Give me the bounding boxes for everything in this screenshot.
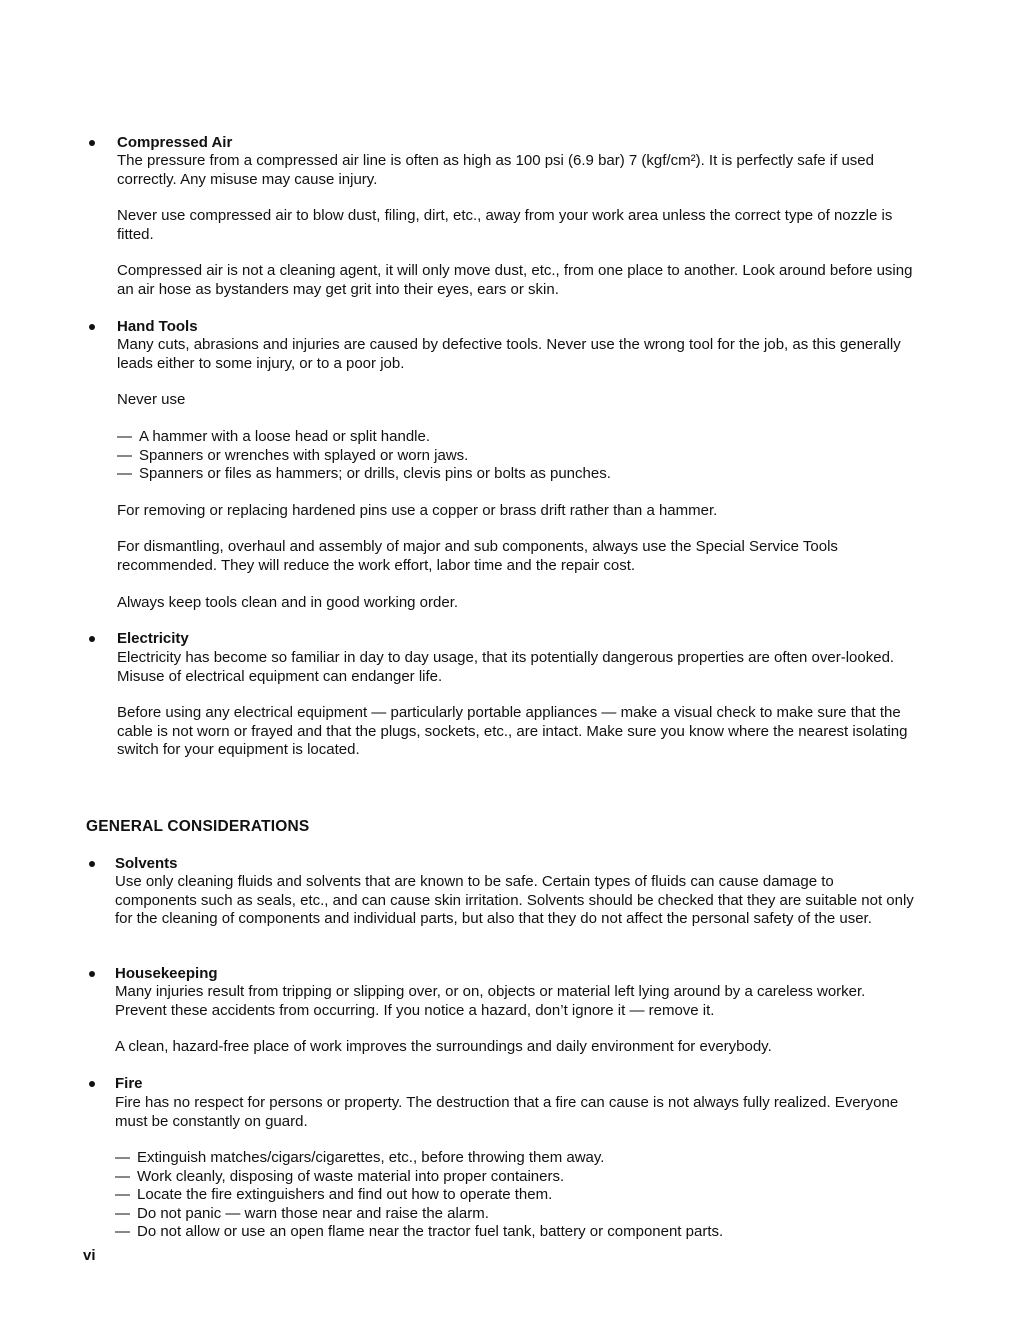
list-item: — Spanners or wrenches with splayed or worn jaws.	[117, 447, 919, 466]
hand-tools-paragraph-2: For removing or replacing hardened pins use a copper or brass drift rather than a hammer.	[117, 502, 718, 519]
heading-hand-tools: Hand Tools	[117, 318, 198, 335]
fire-paragraph-1: Fire has no respect for persons or property. The destruction that a fire can cause is not always fully realized. Everyone must be constantly on guard.	[115, 1094, 899, 1130]
section-title-general-considerations: GENERAL CONSIDERATIONS	[86, 818, 310, 835]
heading-housekeeping: Housekeeping	[115, 965, 218, 982]
hand-tools-paragraph-3: For dismantling, overhaul and assembly of major and sub components, always use the Special Service Tools recommended. They will reduce the work effort, labor time and the repair cost.	[117, 538, 838, 574]
hand-tools-list	[117, 428, 919, 484]
heading-solvents: Solvents	[115, 855, 178, 872]
bullet-icon	[89, 1081, 95, 1087]
housekeeping-paragraph-1: Many injuries result from tripping or slipping over, or on, objects or material left lying around by a careless worker. Prevent these accidents from occurring. If you notice a hazard, don’t ignore it — remove it.	[115, 983, 866, 1019]
list-item: — A hammer with a loose head or split handle.	[117, 428, 919, 447]
bullet-icon	[89, 861, 95, 867]
bullet-icon	[89, 140, 95, 146]
list-item: — Spanners or files as hammers; or drills, clevis pins or bolts as punches.	[117, 465, 919, 484]
list-item: — Locate the fire extinguishers and find out how to operate them.	[115, 1186, 919, 1205]
compressed-air-paragraph-1: The pressure from a compressed air line is often as high as 100 psi (6.9 bar) 7 (kgf/cm²). It is perfectly safe if used correctly. Any misuse may cause injury.	[117, 152, 874, 188]
bullet-icon	[89, 636, 95, 642]
fire-list	[115, 1149, 919, 1242]
housekeeping-paragraph-2: A clean, hazard-free place of work improves the surroundings and daily environment for everybody.	[115, 1038, 772, 1055]
page-number: vi	[83, 1247, 96, 1264]
electricity-paragraph-1: Electricity has become so familiar in day to day usage, that its potentially dangerous properties are often over-looked. Misuse of electrical equipment can endanger life.	[117, 649, 895, 685]
list-item: — Do not allow or use an open flame near the tractor fuel tank, battery or component parts.	[115, 1223, 919, 1242]
solvents-paragraph-1: Use only cleaning fluids and solvents that are known to be safe. Certain types of fluids can cause damage to components such as seals, etc., and can cause skin irritation. Solvents should be checked that they are suitable not only for the cleaning of components and individual parts, but also that they do not affect the personal safety of the user.	[115, 873, 914, 927]
heading-electricity: Electricity	[117, 630, 189, 647]
compressed-air-paragraph-2: Never use compressed air to blow dust, filing, dirt, etc., away from your work area unless the correct type of nozzle is fitted.	[117, 207, 893, 243]
list-item: — Extinguish matches/cigars/cigarettes, etc., before throwing them away.	[115, 1149, 919, 1168]
heading-compressed-air: Compressed Air	[117, 134, 233, 151]
compressed-air-paragraph-3: Compressed air is not a cleaning agent, it will only move dust, etc., from one place to another. Look around before using an air hose as bystanders may get grit into their eyes, ears or skin.	[117, 262, 913, 298]
electricity-paragraph-2: Before using any electrical equipment — particularly portable appliances — make a visual check to make sure that the cable is not worn or frayed and that the plugs, sockets, etc., are intact. Make sure you know where the nearest isolating switch for your equipment is located.	[117, 704, 908, 758]
list-item: — Work cleanly, disposing of waste material into proper containers.	[115, 1168, 919, 1187]
hand-tools-paragraph-4: Always keep tools clean and in good working order.	[117, 594, 459, 611]
heading-fire: Fire	[115, 1075, 143, 1092]
bullet-icon	[89, 971, 95, 977]
bullet-icon	[89, 324, 95, 330]
hand-tools-paragraph-1: Many cuts, abrasions and injuries are caused by defective tools. Never use the wrong tool for the job, as this generally leads either to some injury, or to a poor job.	[117, 336, 901, 372]
list-item: — Do not panic — warn those near and raise the alarm.	[115, 1205, 919, 1224]
hand-tools-never-use: Never use	[117, 391, 186, 408]
